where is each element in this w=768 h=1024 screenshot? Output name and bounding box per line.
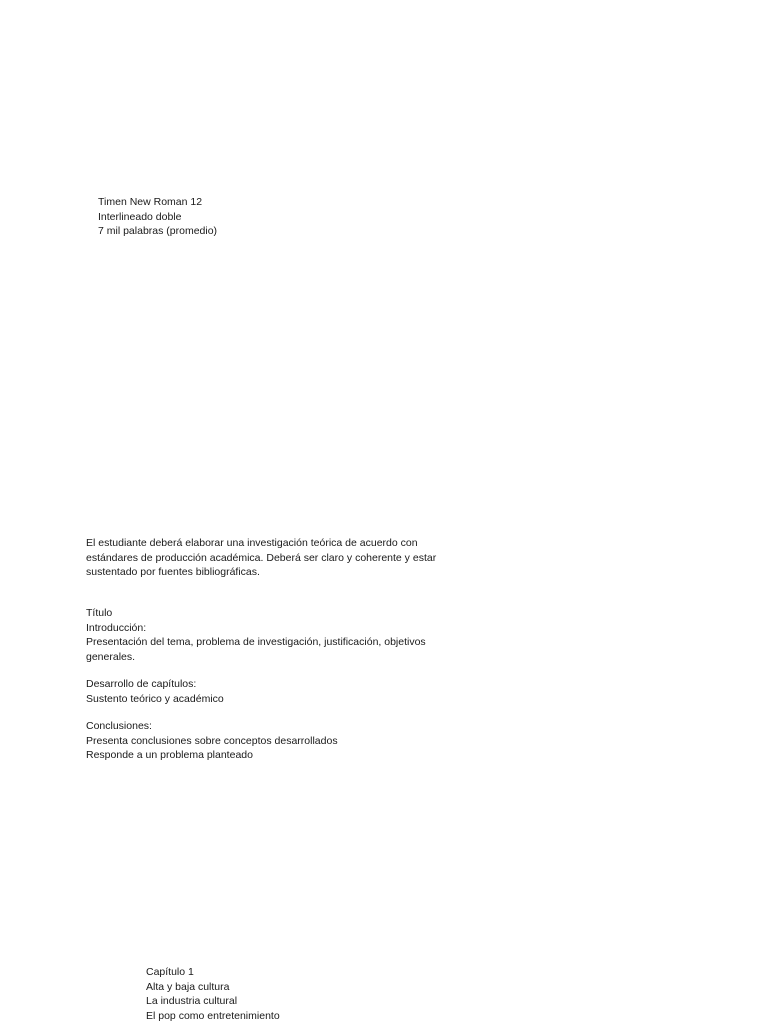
- chapter-topic: La industria cultural: [146, 995, 238, 1008]
- spacing-requirement: Interlineado doble: [98, 210, 182, 223]
- introduction-line: generales.: [86, 650, 136, 663]
- section-spacer: [86, 706, 426, 719]
- intro-line: sustentado por fuentes bibliográficas.: [86, 566, 260, 579]
- structure-title: Título: [86, 607, 113, 619]
- conclusions-line: Responde a un problema planteado: [86, 749, 253, 762]
- introduction-heading: Introducción:: [86, 621, 147, 634]
- document-structure: [86, 606, 426, 763]
- introduction-line: Presentación del tema, problema de investigación, justificación, objetivos: [86, 636, 426, 649]
- format-requirements: [98, 195, 217, 239]
- chapter-heading: Capítulo 1: [146, 966, 194, 978]
- conclusions-line: Presenta conclusiones sobre conceptos desarrollados: [86, 734, 338, 747]
- intro-line: estándares de producción académica. Deberá ser claro y coherente y estar: [86, 551, 437, 564]
- intro-paragraph: [86, 536, 436, 580]
- length-requirement: 7 mil palabras (promedio): [98, 225, 218, 238]
- font-requirement: Timen New Roman 12: [98, 196, 203, 208]
- development-line: Sustento teórico y académico: [86, 692, 224, 705]
- chapter-topic: El pop como entretenimiento: [146, 1009, 280, 1022]
- chapter-1-outline: [146, 965, 280, 1023]
- chapter-topic: Alta y baja cultura: [146, 980, 230, 993]
- conclusions-heading: Conclusiones:: [86, 720, 152, 733]
- section-spacer: [86, 664, 426, 677]
- intro-line: El estudiante deberá elaborar una investigación teórica de acuerdo con: [86, 537, 418, 549]
- development-heading: Desarrollo de capítulos:: [86, 678, 197, 691]
